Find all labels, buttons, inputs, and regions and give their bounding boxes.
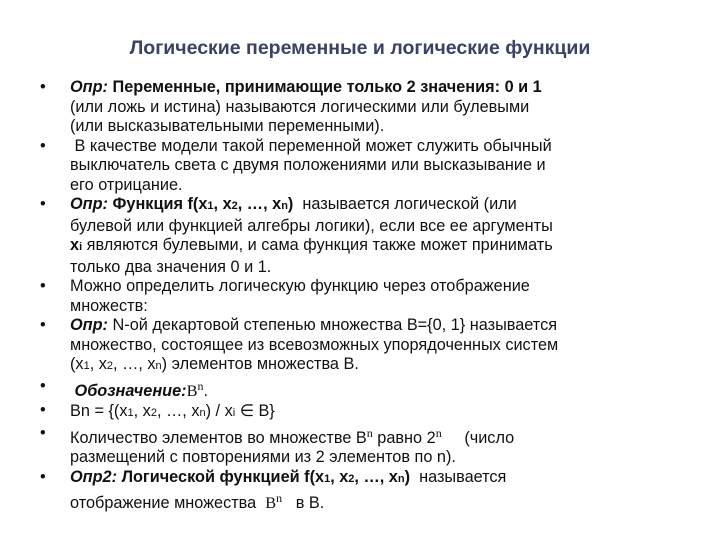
math-symbol-b: B [265,493,277,512]
definition-label: Опр: [70,316,108,334]
text-span: . [203,381,209,400]
text-span: Количество элементов во множестве B [70,428,367,447]
bullet-item-definition-variables [40,78,700,137]
text-span: ) / x [205,402,233,420]
text-span: Логической функцией f(x [121,467,325,486]
text-span: , x [133,402,151,420]
superscript: n [197,378,204,393]
subscript: n [155,360,162,372]
bullet-item-bn-formula [40,401,700,424]
superscript: n [366,425,373,440]
definition-label: Опр: [70,78,108,96]
subscript: n [397,472,405,485]
bullet-marker: • [40,376,46,395]
superscript: n [276,491,283,505]
definition-label: Опр: [70,195,108,213]
text-line [70,355,700,377]
bullet-item-count [40,424,700,468]
bullet-item-definition2 [40,468,700,514]
text-span: Функция f(x [112,195,208,213]
slide-title: Логические переменные и логические функции [129,37,591,59]
superscript: n [435,425,442,440]
text-span: называется [419,467,507,486]
subscript: n [281,200,288,212]
bullet-item-notation [40,377,700,402]
bullet-marker: • [40,423,46,442]
text-line: выключатель света с двумя положениями или высказывание и [70,156,546,174]
text-span: B} [258,402,275,420]
text-line [70,195,700,217]
bullet-marker: • [40,401,46,419]
text-span: В качестве модели такой переменной может служить обычный [74,136,552,155]
bullet-marker: • [40,195,46,213]
subscript: 1 [83,360,90,372]
notation-label: Обозначение: [74,381,187,400]
text-line [70,78,700,98]
text-line: Можно определить логическую функцию через отображение [70,277,530,295]
text-line [70,401,700,424]
text-line: булевой или функцией алгебры логики), если все ее аргументы [70,216,553,235]
text-line [70,316,700,336]
subscript: 1 [324,472,331,485]
text-span: , …, x [113,355,156,373]
bullet-marker: • [40,277,46,295]
bullet-item-model [40,137,700,196]
text-line: множеств: [70,296,148,315]
text-line: размещений с повторениями из 2 элементов по n). [70,448,456,466]
text-span: отображение множества [70,494,257,512]
text-span: в B. [295,494,325,512]
text-line [70,377,700,402]
text-span: , x [213,195,232,213]
subscript: i [79,241,83,253]
text-line: множество, состоящее из всевозможных упорядоченных систем [70,335,559,354]
math-symbol-b: B [186,380,198,400]
subscript: 1 [207,200,214,212]
bullet-item-definition-cartesian [40,316,700,377]
text-span: Bn = {(x [70,402,128,420]
text-span: ) [404,467,411,486]
text-span: ) элементов множества B. [161,355,359,373]
function-notation [122,468,410,486]
bullet-marker: • [40,136,46,155]
text-line: (или высказывательными переменными). [70,117,385,135]
bullet-marker: • [40,316,46,334]
text-span: , …, x [156,402,200,420]
text-span: равно 2 [377,428,436,447]
text-span: , …, x [354,467,398,486]
text-line: его отрицание. [70,175,183,194]
text-span: являются булевыми, и сама функция также может принимать [86,236,553,254]
subscript: i [232,407,236,419]
bullet-item-definition-function [40,195,700,277]
subscript: n [199,407,206,419]
definition-text: Переменные, принимающие только 2 значения: 0 и 1 [112,78,542,96]
subscript: 2 [348,472,355,485]
text-span: , …, x [237,195,282,213]
function-notation [113,195,294,213]
text-line [70,137,700,157]
text-span: N-ой декартовой степенью множества B={0, 1} называется [112,316,558,334]
text-span: , x [330,467,349,486]
subscript: 2 [150,407,157,419]
text-span: x [70,236,80,254]
text-line [70,489,700,514]
bullet-list [40,78,700,514]
text-span: (x [70,355,84,373]
text-line [70,468,700,490]
subscript: 2 [231,200,238,212]
bullet-marker: • [40,78,46,96]
subscript: 2 [106,360,114,372]
text-line: (или ложь и истина) называются логическими или булевыми [70,97,530,116]
var-xi [70,236,82,254]
text-line [70,424,700,449]
text-span: (число [464,428,515,447]
text-span: называется логической (или [302,195,517,213]
text-line [70,236,700,258]
text-span: , x [89,355,107,373]
bullet-marker: • [40,467,46,486]
bullet-item-mapping [40,277,700,316]
text-span: ) [287,195,294,213]
text-line: только два значения 0 и 1. [70,257,272,276]
definition-label: Опр2: [70,467,118,486]
subscript: 1 [127,407,134,419]
element-of-symbol: ∈ [239,401,254,420]
